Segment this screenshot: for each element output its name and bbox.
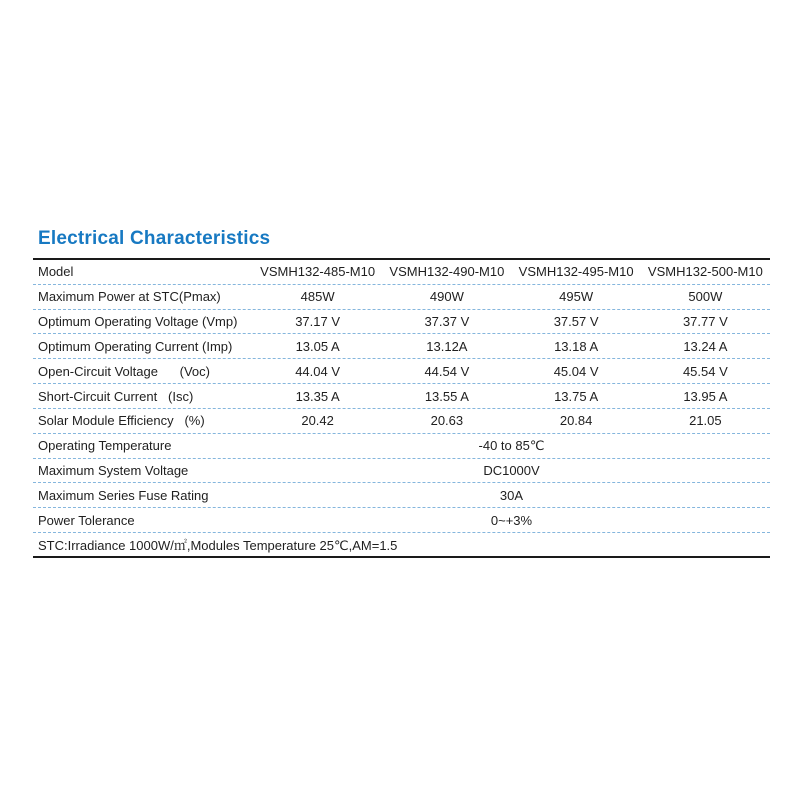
table-row-efficiency — [33, 409, 770, 434]
cell-value: 485W — [300, 289, 335, 305]
cell-value: 37.57 V — [553, 314, 599, 330]
cell-value: -40 to 85℃ — [478, 437, 545, 453]
stc-footnote: STC:Irradiance 1000W/㎡,Modules Temperature 25℃,AM=1.5 — [38, 538, 398, 554]
cell-value: 0~+3% — [490, 512, 533, 528]
table-footnote-row — [33, 533, 770, 558]
row-label: Solar Module Efficiency (%) — [38, 413, 205, 429]
cell-value: 37.77 V — [682, 314, 728, 330]
cell-value: 30A — [499, 487, 524, 503]
row-label: Maximum Power at STC(Pmax) — [38, 289, 221, 305]
cell-value: 13.05 A — [295, 338, 340, 354]
cell-value: 13.35 A — [295, 388, 340, 404]
cell-value: 500W — [688, 289, 723, 305]
row-label: Optimum Operating Voltage (Vmp) — [38, 314, 238, 330]
row-label: Open-Circuit Voltage (Voc) — [38, 363, 210, 379]
row-label: Operating Temperature — [38, 438, 172, 454]
table-row-imp — [33, 334, 770, 359]
model-column-header: VSMH132-500-M10 — [647, 264, 763, 280]
table-row-power-tolerance — [33, 508, 770, 533]
cell-value: 490W — [429, 289, 464, 305]
table-header-row — [33, 260, 770, 285]
table-row-max-system-voltage — [33, 459, 770, 484]
table-row-operating-temperature — [33, 434, 770, 459]
cell-value: 21.05 — [689, 413, 722, 429]
cell-value: 13.12A — [426, 338, 468, 354]
electrical-characteristics-table — [33, 258, 770, 558]
cell-value: 13.95 A — [683, 388, 728, 404]
cell-value: 495W — [559, 289, 594, 305]
cell-value: DC1000V — [483, 463, 540, 479]
page-title: Electrical Characteristics — [38, 228, 271, 249]
cell-value: 13.55 A — [424, 388, 469, 404]
table-row-vmp — [33, 310, 770, 335]
table-row-max-series-fuse-rating — [33, 483, 770, 508]
cell-value: 20.42 — [301, 413, 334, 429]
row-label: Maximum System Voltage — [38, 463, 189, 479]
row-label: Maximum Series Fuse Rating — [38, 487, 209, 503]
row-label: Optimum Operating Current (Imp) — [38, 338, 233, 354]
cell-value: 44.04 V — [295, 363, 341, 379]
cell-value: 13.75 A — [554, 388, 599, 404]
cell-value: 37.37 V — [424, 314, 470, 330]
cell-value: 44.54 V — [424, 363, 470, 379]
cell-value: 45.54 V — [682, 363, 728, 379]
cell-value: 37.17 V — [295, 314, 341, 330]
model-column-header: VSMH132-485-M10 — [260, 264, 376, 280]
model-column-header: VSMH132-490-M10 — [389, 264, 505, 280]
table-row-max-power — [33, 285, 770, 310]
cell-value: 20.63 — [430, 413, 464, 429]
cell-value: 13.18 A — [554, 338, 599, 354]
cell-value: 20.84 — [559, 413, 593, 429]
row-label: Power Tolerance — [38, 512, 135, 528]
model-row-label: Model — [38, 264, 74, 280]
model-column-header: VSMH132-495-M10 — [518, 264, 634, 280]
table-row-isc — [33, 384, 770, 409]
row-label: Short-Circuit Current (Isc) — [38, 388, 194, 404]
cell-value: 13.24 A — [683, 338, 728, 354]
cell-value: 45.04 V — [553, 363, 599, 379]
table-row-voc — [33, 359, 770, 384]
